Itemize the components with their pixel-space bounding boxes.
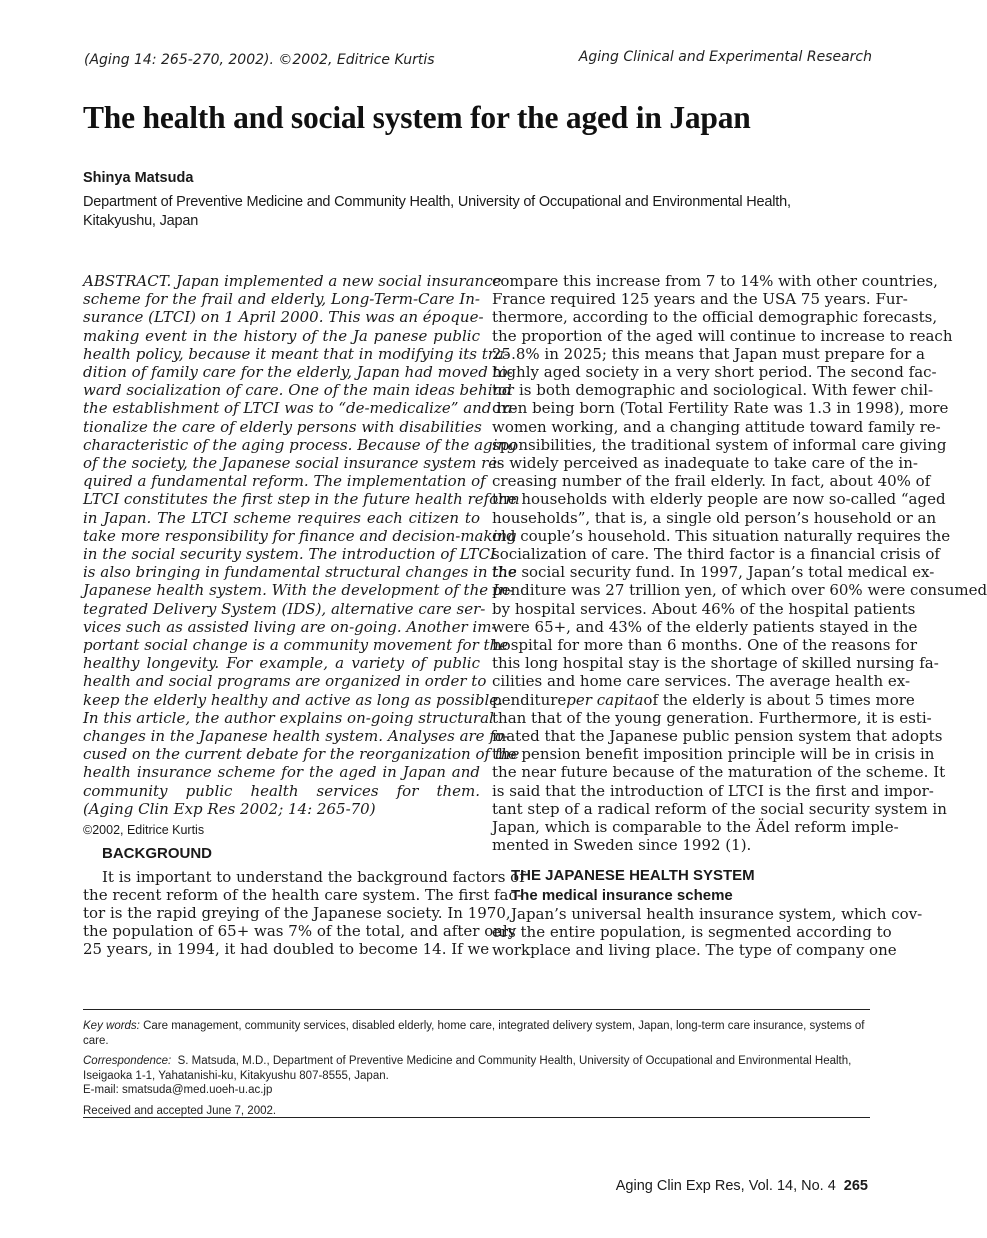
body-line: the proportion of the aged will continue to increase to reach (492, 326, 953, 345)
abstract-line: take more responsibility for finance and decision-making (83, 526, 517, 545)
body-line: the pension benefit imposition principle will be in crisis in (492, 745, 935, 764)
abstract-line: Japanese health system. With the development of the In- (83, 581, 514, 600)
abstract-line: changes in the Japanese health system. Analyses are fo- (83, 727, 509, 746)
abstract-line: health insurance scheme for the aged in Japan and (83, 763, 480, 782)
correspondence-note: Correspondence: S. Matsuda, M.D., Department of Preventive Medicine and Community Health, University of Occupational and Environmental Health, Iseigaoka 1-1, Yahatanishi-ku, Kitakyushu 807-8555, Japan. (83, 1055, 852, 1082)
body-line: is widely perceived as inadequate to take care of the in- (492, 454, 918, 473)
abstract-line: healthy longevity. For example, a variety of public (83, 654, 480, 673)
abstract-line: of the society, the Japanese social insurance system re- (83, 454, 503, 473)
body-line: highly aged society in a very short period. The second fac- (492, 363, 937, 382)
body-line: 25.8% in 2025; this means that Japan must prepare for a (492, 344, 925, 363)
section-heading-background: BACKGROUND (102, 845, 212, 863)
running-header-journal: Aging Clinical and Experimental Research (578, 49, 872, 65)
abstract-line: characteristic of the aging process. Because of the aging (83, 435, 517, 454)
received-note: Received and accepted June 7, 2002. (83, 1104, 277, 1117)
footnotes (83, 1019, 870, 1124)
body-line: creasing number of the frail elderly. In fact, about 40% of (492, 472, 931, 491)
abstract-line: community public health services for them. (83, 781, 480, 800)
footnote-bottom-rule (83, 1117, 870, 1118)
abstract-line: ABSTRACT. Japan implemented a new social insurance (83, 272, 502, 290)
body-line: cilities and home care services. The average health ex- (492, 672, 911, 691)
abstract-line: health and social programs are organized in order to (83, 672, 487, 691)
body-line: old couple’s household. This situation naturally requires the (492, 526, 951, 545)
background-paragraph-end (492, 708, 947, 855)
abstract-line: tegrated Delivery System (IDS), alternative care ser- (83, 599, 486, 618)
abstract-line: In this article, the author explains on-going structural (83, 708, 494, 727)
abstract-copyright: ©2002, Editrice Kurtis (83, 823, 205, 838)
keywords-note: Key words: Care management, community services, disabled elderly, home care, integrated delivery system, Japan, long-term care insurance, systems of care. (83, 1020, 865, 1047)
running-header-citation: (Aging 14: 265-270, 2002). ©2002, Editrice Kurtis (84, 52, 435, 68)
body-line: the population of 65+ was 7% of the total, and after only (83, 922, 517, 941)
email-note: E-mail: smatsuda@med.uoeh-u.ac.jp (83, 1084, 273, 1096)
body-line: mated that the Japanese public pension system that adopts (492, 727, 943, 746)
body-line: mented in Sweden since 1992 (1). (492, 836, 752, 855)
abstract-line: scheme for the frail and elderly, Long-Term-Care In- (83, 290, 480, 309)
abstract-line: portant social change is a community movement for the (83, 636, 509, 655)
body-line: tor is the rapid greying of the Japanese society. In 1970, (83, 903, 511, 922)
body-line: dren being born (Total Fertility Rate was 1.3 in 1998), more (492, 399, 949, 418)
abstract-line: dition of family care for the elderly, Japan had moved to- (83, 363, 513, 382)
body-line: households”, that is, a single old person’s household or an (492, 508, 937, 527)
author-name: Shinya Matsuda (83, 170, 194, 186)
author-affiliation: Department of Preventive Medicine and Community Health, University of Occupational and Environmental Health, Kitakyushu, Japan (83, 194, 791, 229)
body-line: is said that the introduction of LTCI is the first and impor- (492, 781, 934, 800)
abstract-line: surance (LTCI) on 1 April 2000. This was an époque- (83, 308, 484, 327)
body-line: thermore, according to the official demographic forecasts, (492, 308, 938, 327)
page-footer (616, 1178, 868, 1194)
abstract-line: (Aging Clin Exp Res 2002; 14: 265-70) (83, 799, 376, 818)
body-line: hospital for more than 6 months. One of the reasons for (492, 636, 918, 655)
abstract (83, 272, 520, 818)
body-line: by hospital services. About 46% of the hospital patients (492, 599, 916, 618)
abstract-line: is also bringing in fundamental structural changes in the (83, 563, 517, 582)
body-line: socialization of care. The third factor is a financial crisis of (492, 545, 940, 564)
medical-insurance-paragraph (492, 904, 923, 960)
abstract-line: in the social security system. The introduction of LTCI (83, 545, 496, 564)
article-title: The health and social system for the aged in Japan (83, 100, 751, 135)
right-column (492, 272, 987, 960)
body-line: the recent reform of the health care system. The first fac- (83, 885, 522, 904)
body-line: than that of the young generation. Furthermore, it is esti- (492, 708, 932, 727)
body-line: sponsibilities, the traditional system of informal care giving (492, 435, 947, 454)
body-line: ers the entire population, is segmented according to (492, 923, 892, 942)
background-paragraph (83, 867, 525, 959)
body-line: this long hospital stay is the shortage of skilled nursing fa- (492, 654, 939, 673)
body-line: It is important to understand the background factors of (102, 867, 525, 886)
body-line: were 65+, and 43% of the elderly patients stayed in the (492, 617, 918, 636)
body-line: France required 125 years and the USA 75 years. Fur- (492, 290, 908, 309)
body-line: 25 years, in 1994, it had doubled to become 14. If we (83, 940, 490, 959)
body-line: tor is both demographic and sociological. With fewer chil- (492, 381, 934, 400)
subsection-heading-medical-insurance: The medical insurance scheme (511, 886, 733, 904)
abstract-line: cused on the current debate for the reorganization of the (83, 745, 520, 764)
body-line: compare this increase from 7 to 14% with other countries, (492, 272, 938, 290)
page-number: 265 (843, 1178, 868, 1194)
body-line-per-capita: penditureper capitaof the elderly is about 5 times more (492, 690, 915, 709)
abstract-line: health policy, because it meant that in modifying its tra- (83, 344, 509, 363)
background-paragraph-continued (492, 272, 987, 691)
abstract-line: making event in the history of the Ja panese public (83, 326, 480, 345)
abstract-line: keep the elderly healthy and active as long as possible. (83, 690, 503, 709)
abstract-line: quired a fundamental reform. The implementation of (83, 472, 486, 491)
footer-journal: Aging Clin Exp Res, Vol. 14, No. 4 (615, 1178, 836, 1194)
body-line: the households with elderly people are now so-called “aged (492, 490, 946, 509)
abstract-line: the establishment of LTCI was to “de-medicalize” and ra- (83, 399, 518, 418)
abstract-line: vices such as assisted living are on-going. Another im- (83, 617, 497, 636)
abstract-line: tionalize the care of elderly persons with disabilities (83, 417, 482, 436)
body-line: women working, and a changing attitude toward family re- (492, 417, 941, 436)
body-line: the social security fund. In 1997, Japan’s total medical ex- (492, 563, 935, 582)
footnote-top-rule (83, 1009, 870, 1010)
abstract-line: in Japan. The LTCI scheme requires each citizen to (83, 508, 480, 527)
body-line: tant step of a radical reform of the social security system in (492, 799, 947, 818)
body-line: workplace and living place. The type of company one (492, 941, 897, 960)
body-line: the near future because of the maturation of the scheme. It (492, 763, 946, 782)
body-line: penditure was 27 trillion yen, of which over 60% were consumed (492, 581, 987, 600)
abstract-line: ward socialization of care. One of the main ideas behind (83, 381, 512, 400)
left-column (83, 272, 525, 959)
section-heading-health-system: THE JAPANESE HEALTH SYSTEM (511, 866, 755, 884)
abstract-line: LTCI constitutes the first step in the future health reform (83, 490, 520, 509)
body-line: Japan, which is comparable to the Ädel reform imple- (492, 818, 899, 837)
body-line: Japan’s universal health insurance system, which cov- (511, 904, 923, 923)
